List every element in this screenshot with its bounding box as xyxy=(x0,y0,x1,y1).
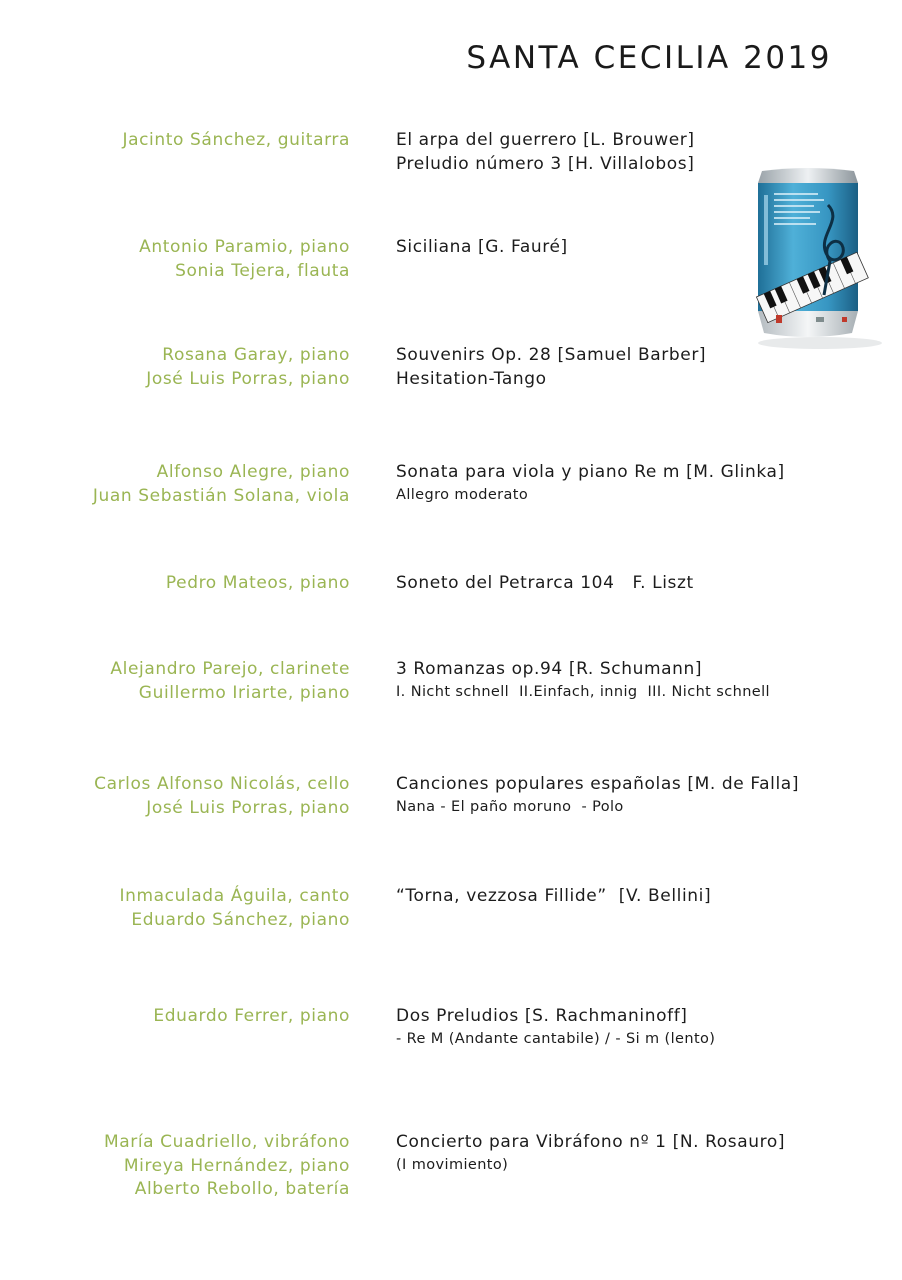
performer-name: Guillermo Iriarte, piano xyxy=(138,682,350,703)
work-subtitle: I. Nicht schnell II.Einfach, innig III. Nicht schnell xyxy=(396,683,770,700)
work-title: Soneto del Petrarca 104 F. Liszt xyxy=(396,573,694,593)
works xyxy=(396,461,785,505)
work-subtitle: - Re M (Andante cantabile) / - Si m (lento) xyxy=(396,1030,716,1047)
performer-name: Carlos Alfonso Nicolás, cello xyxy=(94,774,350,794)
work-title: Dos Preludios [S. Rachmaninoff] xyxy=(396,1006,688,1026)
performer-name: Juan Sebastián Solana, viola xyxy=(92,485,350,506)
work-title: Sonata para viola y piano Re m [M. Glinka] xyxy=(396,462,785,482)
work-title: Preludio número 3 [H. Villalobos] xyxy=(396,153,695,174)
performer-name: Sonia Tejera, flauta xyxy=(175,260,350,281)
performer-name: Inmaculada Águila, canto xyxy=(119,886,350,906)
works xyxy=(396,344,706,391)
work-title: 3 Romanzas op.94 [R. Schumann] xyxy=(396,659,703,679)
works xyxy=(396,658,770,702)
performers xyxy=(153,1005,350,1029)
works xyxy=(396,885,711,909)
performers xyxy=(122,129,350,153)
work-subtitle: Allegro moderato xyxy=(396,486,529,503)
works xyxy=(396,1005,715,1049)
performer-name: Antonio Paramio, piano xyxy=(139,237,350,257)
performer-name: Eduardo Sánchez, piano xyxy=(131,909,350,930)
work-title: Siciliana [G. Fauré] xyxy=(396,237,568,257)
performers xyxy=(146,344,350,391)
works xyxy=(396,572,694,596)
performer-name: Jacinto Sánchez, guitarra xyxy=(122,130,350,150)
work-title: Canciones populares españolas [M. de Falla] xyxy=(396,774,800,794)
performers xyxy=(104,1131,350,1202)
performers xyxy=(139,236,350,283)
work-title: El arpa del guerrero [L. Brouwer] xyxy=(396,130,695,150)
performers xyxy=(94,773,350,820)
performer-name: Alberto Rebollo, batería xyxy=(134,1179,350,1199)
page-title: SANTA CECILIA 2019 xyxy=(466,40,832,76)
work-title: Hesitation-Tango xyxy=(396,368,547,389)
performers xyxy=(166,572,350,596)
work-title: Concierto para Vibráfono nº 1 [N. Rosauro] xyxy=(396,1132,786,1152)
performer-name: Mireya Hernández, piano xyxy=(123,1155,350,1176)
works xyxy=(396,236,568,260)
works xyxy=(396,1131,785,1175)
performers xyxy=(93,461,350,508)
performer-name: Pedro Mateos, piano xyxy=(165,573,350,593)
performer-name: Alejandro Parejo, clarinete xyxy=(110,659,350,679)
performer-name: María Cuadriello, vibráfono xyxy=(103,1132,350,1152)
work-subtitle: (I movimiento) xyxy=(396,1156,509,1173)
works xyxy=(396,129,695,176)
work-subtitle: Nana - El paño moruno - Polo xyxy=(396,798,624,815)
works xyxy=(396,773,799,817)
performer-name: Rosana Garay, piano xyxy=(162,345,350,365)
performers xyxy=(110,658,350,705)
work-title: Souvenirs Op. 28 [Samuel Barber] xyxy=(396,345,707,365)
soda-can-image xyxy=(748,165,888,350)
performers xyxy=(119,885,350,932)
performer-name: Eduardo Ferrer, piano xyxy=(153,1006,350,1026)
performer-name: Alfonso Alegre, piano xyxy=(156,462,350,482)
performer-name: José Luis Porras, piano xyxy=(146,368,350,389)
performer-name: José Luis Porras, piano xyxy=(146,797,350,818)
work-title: “Torna, vezzosa Fillide” [V. Bellini] xyxy=(396,886,712,906)
